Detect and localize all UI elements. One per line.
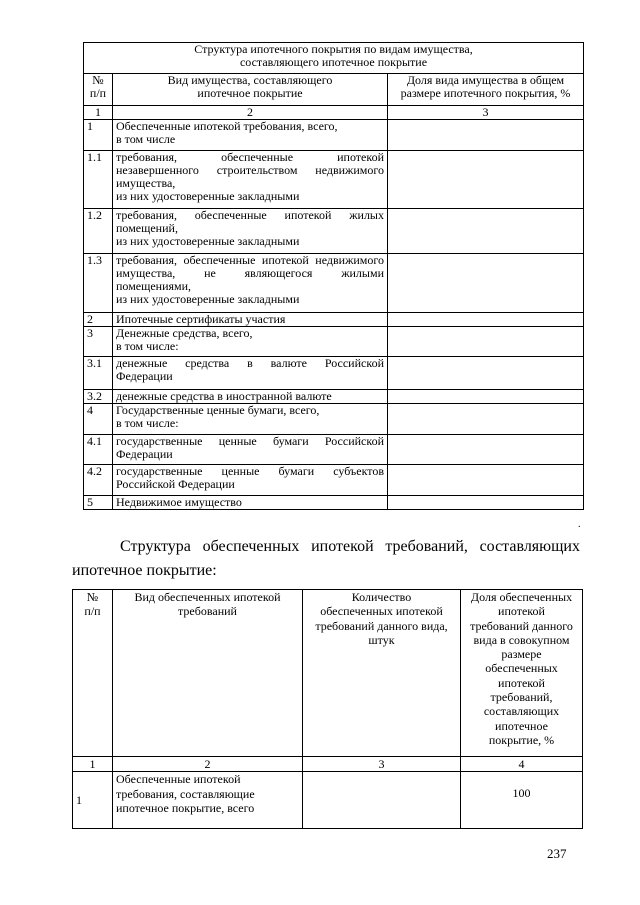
- row-number: 3.1: [84, 357, 113, 390]
- row-share: [388, 151, 584, 209]
- row-text: Государственные ценные бумаги, всего, в том числе:: [113, 404, 388, 435]
- row-text: требования, обеспеченные ипотекой жилых помещений, из них удостоверенные закладными: [113, 209, 388, 254]
- table-row: [73, 772, 583, 829]
- page-number: 237: [547, 846, 567, 861]
- table1-colnum-2: 2: [113, 106, 388, 120]
- row-number: 5: [84, 496, 113, 510]
- table-row: [84, 390, 584, 404]
- table-row: [84, 496, 584, 510]
- row-share: 100: [461, 772, 583, 829]
- table2-colnum-3: 3: [303, 757, 461, 772]
- row-share: [388, 496, 584, 510]
- row-text: требования, обеспеченные ипотекой недвижимого имущества, не являющегося жилыми помещениями, из них удостоверенные закладными: [113, 254, 388, 313]
- table-row: [84, 209, 584, 254]
- claims-structure-table: [72, 589, 583, 829]
- table-row: [84, 120, 584, 151]
- table1-title: Структура ипотечного покрытия по видам имущества, составляющего ипотечное покрытие: [84, 43, 584, 74]
- table-row: [84, 313, 584, 327]
- section2-heading-line1: Структура обеспеченных ипотекой требований, составляющих: [120, 538, 580, 555]
- row-number: 1: [84, 120, 113, 151]
- section2-heading-line2: ипотечное покрытие:: [72, 562, 217, 579]
- row-share: [388, 357, 584, 390]
- row-text: Ипотечные сертификаты участия: [113, 313, 388, 327]
- table2-header-share: Доля обеспеченных ипотекой требований данного вида в совокупном размере обеспеченных ипотекой требований, составляющих ипотечное покрытие, %: [461, 590, 583, 757]
- row-text: Денежные средства, всего, в том числе:: [113, 327, 388, 357]
- table-row: [84, 404, 584, 435]
- table2-colnum-2: 2: [113, 757, 303, 772]
- row-number: 4.1: [84, 435, 113, 465]
- property-structure-table: [83, 42, 584, 510]
- stray-dot: .: [578, 519, 581, 530]
- table2-header-type: Вид обеспеченных ипотекой требований: [113, 590, 303, 757]
- table-row: [84, 254, 584, 313]
- table-row: [84, 357, 584, 390]
- row-number: 4: [84, 404, 113, 435]
- table2-colnum-4: 4: [461, 757, 583, 772]
- row-share: [388, 209, 584, 254]
- row-share: [388, 465, 584, 496]
- section2-heading: [72, 535, 580, 583]
- row-number: 1.1: [84, 151, 113, 209]
- row-number: 1: [73, 772, 113, 829]
- table1-colnum-1: 1: [84, 106, 113, 120]
- row-number: 4.2: [84, 465, 113, 496]
- table1-header-share: Доля вида имущества в общем размере ипотечного покрытия, %: [388, 74, 584, 106]
- row-share: [388, 254, 584, 313]
- table1-header-type: Вид имущества, составляющего ипотечное покрытие: [113, 74, 388, 106]
- row-text: Обеспеченные ипотекой требования, всего, в том числе: [113, 120, 388, 151]
- table-row: [84, 435, 584, 465]
- row-number: 3: [84, 327, 113, 357]
- row-count: [303, 772, 461, 829]
- row-number: 1.2: [84, 209, 113, 254]
- table-row: [84, 465, 584, 496]
- row-share: [388, 327, 584, 357]
- table1-colnum-3: 3: [388, 106, 584, 120]
- row-number: 2: [84, 313, 113, 327]
- row-share: [388, 435, 584, 465]
- row-text: государственные ценные бумаги субъектов Российской Федерации: [113, 465, 388, 496]
- table2-header-num: № п/п: [73, 590, 113, 757]
- table2-colnum-1: 1: [73, 757, 113, 772]
- row-share: [388, 390, 584, 404]
- row-number: 1.3: [84, 254, 113, 313]
- row-text: государственные ценные бумаги Российской Федерации: [113, 435, 388, 465]
- table2-header-count: Количество обеспеченных ипотекой требований данного вида, штук: [303, 590, 461, 757]
- row-text: денежные средства в иностранной валюте: [113, 390, 388, 404]
- table-row: [84, 327, 584, 357]
- row-text: требования, обеспеченные ипотекой незавершенного строительством недвижимого имущества, из них удостоверенные закладными: [113, 151, 388, 209]
- row-number: 3.2: [84, 390, 113, 404]
- table1-header-num: № п/п: [84, 74, 113, 106]
- row-share: [388, 313, 584, 327]
- row-text: Недвижимое имущество: [113, 496, 388, 510]
- table-row: [84, 151, 584, 209]
- row-share: [388, 120, 584, 151]
- row-share: [388, 404, 584, 435]
- row-type: Обеспеченные ипотекой требования, составляющие ипотечное покрытие, всего: [113, 772, 303, 829]
- row-text: денежные средства в валюте Российской Федерации: [113, 357, 388, 390]
